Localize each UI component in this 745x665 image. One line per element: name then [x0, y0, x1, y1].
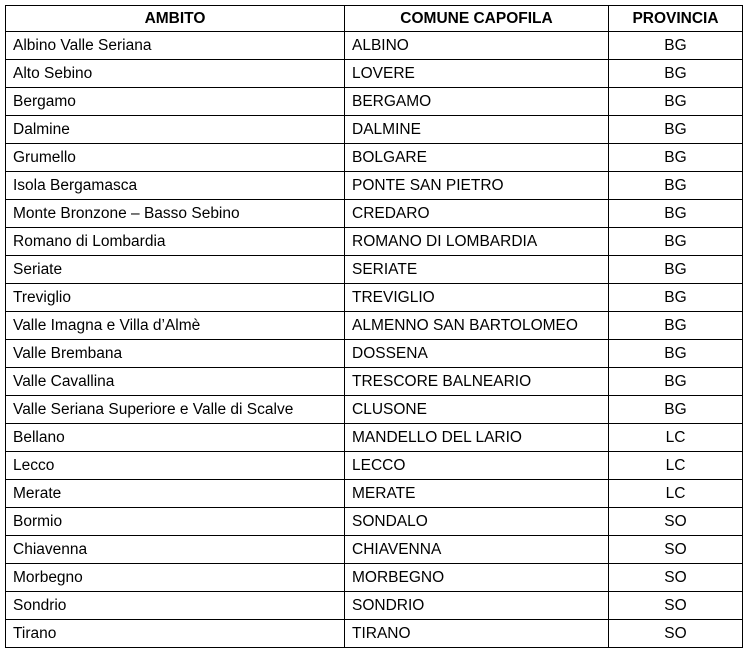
cell-comune-capofila: MERATE	[345, 480, 609, 508]
cell-comune-capofila: ROMANO DI LOMBARDIA	[345, 228, 609, 256]
table-row	[6, 592, 743, 620]
ambiti-table	[5, 5, 743, 648]
cell-ambito: Morbegno	[6, 564, 345, 592]
cell-provincia: SO	[609, 508, 743, 536]
header-row	[6, 6, 743, 32]
cell-comune-capofila: SONDALO	[345, 508, 609, 536]
table-row	[6, 172, 743, 200]
cell-ambito: Romano di Lombardia	[6, 228, 345, 256]
cell-provincia: BG	[609, 144, 743, 172]
cell-ambito: Grumello	[6, 144, 345, 172]
cell-comune-capofila: MANDELLO DEL LARIO	[345, 424, 609, 452]
table-row	[6, 452, 743, 480]
table-row	[6, 508, 743, 536]
cell-provincia: BG	[609, 88, 743, 116]
cell-comune-capofila: DALMINE	[345, 116, 609, 144]
cell-ambito: Tirano	[6, 620, 345, 648]
cell-provincia: LC	[609, 480, 743, 508]
table-body	[6, 32, 743, 648]
table-row	[6, 396, 743, 424]
cell-ambito: Seriate	[6, 256, 345, 284]
cell-ambito: Bormio	[6, 508, 345, 536]
cell-provincia: SO	[609, 536, 743, 564]
cell-comune-capofila: DOSSENA	[345, 340, 609, 368]
table-row	[6, 60, 743, 88]
cell-comune-capofila: SERIATE	[345, 256, 609, 284]
table-row	[6, 480, 743, 508]
cell-comune-capofila: BOLGARE	[345, 144, 609, 172]
cell-provincia: BG	[609, 284, 743, 312]
cell-ambito: Valle Seriana Superiore e Valle di Scalve	[6, 396, 345, 424]
table-row	[6, 340, 743, 368]
table-row	[6, 144, 743, 172]
cell-comune-capofila: CREDARO	[345, 200, 609, 228]
header-ambito: AMBITO	[6, 6, 345, 32]
cell-comune-capofila: SONDRIO	[345, 592, 609, 620]
table-row	[6, 32, 743, 60]
cell-ambito: Treviglio	[6, 284, 345, 312]
cell-ambito: Monte Bronzone – Basso Sebino	[6, 200, 345, 228]
cell-comune-capofila: LOVERE	[345, 60, 609, 88]
cell-ambito: Valle Brembana	[6, 340, 345, 368]
table-row	[6, 536, 743, 564]
cell-comune-capofila: TREVIGLIO	[345, 284, 609, 312]
cell-comune-capofila: ALBINO	[345, 32, 609, 60]
header-comune-capofila: COMUNE CAPOFILA	[345, 6, 609, 32]
cell-ambito: Valle Cavallina	[6, 368, 345, 396]
table-row	[6, 116, 743, 144]
cell-comune-capofila: TRESCORE BALNEARIO	[345, 368, 609, 396]
cell-comune-capofila: ALMENNO SAN BARTOLOMEO	[345, 312, 609, 340]
cell-provincia: BG	[609, 396, 743, 424]
cell-comune-capofila: LECCO	[345, 452, 609, 480]
cell-provincia: SO	[609, 592, 743, 620]
cell-comune-capofila: CHIAVENNA	[345, 536, 609, 564]
cell-provincia: BG	[609, 172, 743, 200]
table-row	[6, 620, 743, 648]
cell-ambito: Albino Valle Seriana	[6, 32, 345, 60]
table-row	[6, 368, 743, 396]
cell-ambito: Alto Sebino	[6, 60, 345, 88]
cell-provincia: BG	[609, 256, 743, 284]
table-row	[6, 228, 743, 256]
cell-provincia: BG	[609, 116, 743, 144]
cell-ambito: Merate	[6, 480, 345, 508]
cell-provincia: BG	[609, 340, 743, 368]
header-provincia: PROVINCIA	[609, 6, 743, 32]
cell-provincia: BG	[609, 312, 743, 340]
cell-ambito: Valle Imagna e Villa d’Almè	[6, 312, 345, 340]
cell-provincia: BG	[609, 368, 743, 396]
cell-provincia: LC	[609, 424, 743, 452]
cell-comune-capofila: CLUSONE	[345, 396, 609, 424]
cell-ambito: Sondrio	[6, 592, 345, 620]
cell-ambito: Dalmine	[6, 116, 345, 144]
table-row	[6, 284, 743, 312]
table-row	[6, 88, 743, 116]
cell-ambito: Lecco	[6, 452, 345, 480]
cell-provincia: SO	[609, 620, 743, 648]
cell-ambito: Bellano	[6, 424, 345, 452]
cell-provincia: LC	[609, 452, 743, 480]
cell-provincia: BG	[609, 32, 743, 60]
cell-comune-capofila: PONTE SAN PIETRO	[345, 172, 609, 200]
cell-provincia: BG	[609, 228, 743, 256]
cell-comune-capofila: BERGAMO	[345, 88, 609, 116]
table-row	[6, 256, 743, 284]
cell-ambito: Isola Bergamasca	[6, 172, 345, 200]
cell-ambito: Bergamo	[6, 88, 345, 116]
cell-provincia: BG	[609, 200, 743, 228]
table-row	[6, 564, 743, 592]
table-row	[6, 312, 743, 340]
cell-provincia: BG	[609, 60, 743, 88]
table-row	[6, 424, 743, 452]
cell-ambito: Chiavenna	[6, 536, 345, 564]
table-row	[6, 200, 743, 228]
cell-comune-capofila: TIRANO	[345, 620, 609, 648]
cell-comune-capofila: MORBEGNO	[345, 564, 609, 592]
table-header	[6, 6, 743, 32]
cell-provincia: SO	[609, 564, 743, 592]
